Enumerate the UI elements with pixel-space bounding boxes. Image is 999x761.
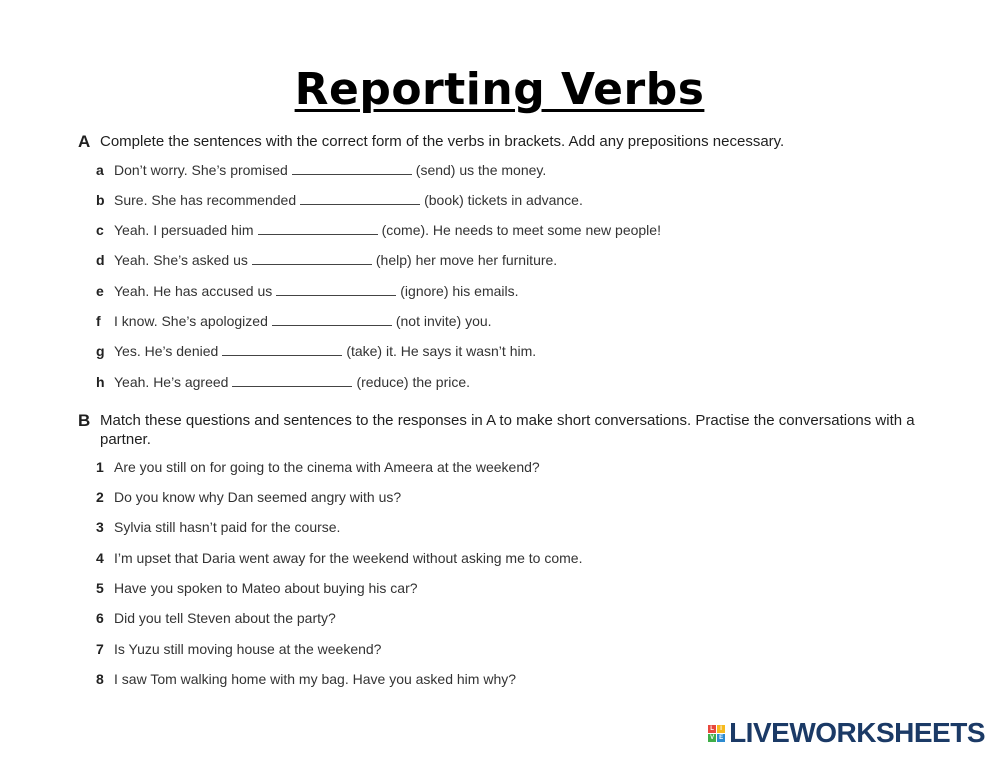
item-text-before: Sure. She has recommended [114,192,297,208]
item-text-before: Yeah. I persuaded him [114,222,254,238]
liveworksheets-logo-icon [708,725,725,742]
item-number: 7 [96,641,104,657]
item-text-before: Yeah. He has accused us [114,283,273,299]
item-number: 3 [96,519,104,535]
item-text-after: (send) us the money. [415,162,547,178]
item-text-after: (not invite) you. [395,313,492,329]
item-label: e [96,283,104,299]
exercise-a-item [96,221,661,239]
item-label: b [96,192,105,208]
page-title: Reporting Verbs [294,64,705,115]
exercise-b-item [96,488,401,506]
answer-blank[interactable] [258,222,378,235]
item-text: Sylvia still hasn’t paid for the course. [114,519,341,535]
section-a-heading [78,132,938,151]
item-text-after: (take) it. He says it wasn’t him. [346,343,537,359]
answer-blank[interactable] [272,313,392,326]
logo-cell: E [719,734,724,741]
exercise-a-item [96,282,519,300]
item-number: 6 [96,610,104,626]
logo-cell: V [710,734,715,741]
exercise-b-item [96,609,336,627]
exercise-a-item [96,191,583,209]
item-text-before: I know. She’s apologized [114,313,268,329]
section-a-instruction: Complete the sentences with the correct form of the verbs in brackets. Add any prepositions necessary. [100,133,785,150]
logo-cell: I [717,725,725,733]
exercise-a-item [96,312,492,330]
item-text: I’m upset that Daria went away for the weekend without asking me to come. [114,550,583,566]
answer-blank[interactable] [222,343,342,356]
item-text-before: Don’t worry. She’s promised [114,162,288,178]
item-text: Are you still on for going to the cinema with Ameera at the weekend? [114,459,540,475]
item-label: d [96,252,105,268]
section-b-heading [78,411,938,449]
item-text-before: Yeah. He’s agreed [114,374,229,390]
item-number: 4 [96,550,104,566]
exercise-a-item [96,251,557,269]
section-b-letter: B [78,411,91,430]
answer-blank[interactable] [292,162,412,175]
item-label: f [96,313,101,329]
item-text-after: (come). He needs to meet some new people! [381,222,661,238]
exercise-b-item [96,579,418,597]
item-label: a [96,162,104,178]
exercise-b-item [96,549,582,567]
section-a-letter: A [78,132,91,151]
exercise-b-item [96,670,516,688]
item-text-after: (ignore) his emails. [400,283,519,299]
item-text: Do you know why Dan seemed angry with us? [114,489,402,505]
answer-blank[interactable] [232,374,352,387]
section-b-instruction: Match these questions and sentences to the responses in A to make short conversations. Practise the conversations with a partner. [100,412,915,448]
item-text: Did you tell Steven about the party? [114,610,336,626]
item-text: I saw Tom walking home with my bag. Have you asked him why? [114,671,517,687]
item-text: Is Yuzu still moving house at the weekend? [114,641,382,657]
exercise-b-item [96,640,381,658]
exercise-a-item [96,373,470,391]
item-text-before: Yeah. She’s asked us [114,252,248,268]
item-text-after: (help) her move her furniture. [375,252,558,268]
item-label: h [96,374,105,390]
item-label: c [96,222,104,238]
answer-blank[interactable] [276,283,396,296]
logo-cell: L [708,725,716,733]
item-text-after: (reduce) the price. [356,374,471,390]
logo-text: LIVEWORKSHEETS [729,717,985,748]
answer-blank[interactable] [252,252,372,265]
item-number: 8 [96,671,104,687]
item-text-after: (book) tickets in advance. [424,192,583,208]
item-number: 1 [96,459,104,475]
liveworksheets-logo [708,717,985,749]
item-text: Have you spoken to Mateo about buying his car? [114,580,418,596]
answer-blank[interactable] [300,192,420,205]
exercise-b-item [96,458,540,476]
exercise-b-item [96,518,340,536]
exercise-a-item [96,161,546,179]
item-number: 2 [96,489,104,505]
exercise-a-item [96,342,536,360]
item-text-before: Yes. He’s denied [114,343,219,359]
item-number: 5 [96,580,104,596]
item-label: g [96,343,105,359]
